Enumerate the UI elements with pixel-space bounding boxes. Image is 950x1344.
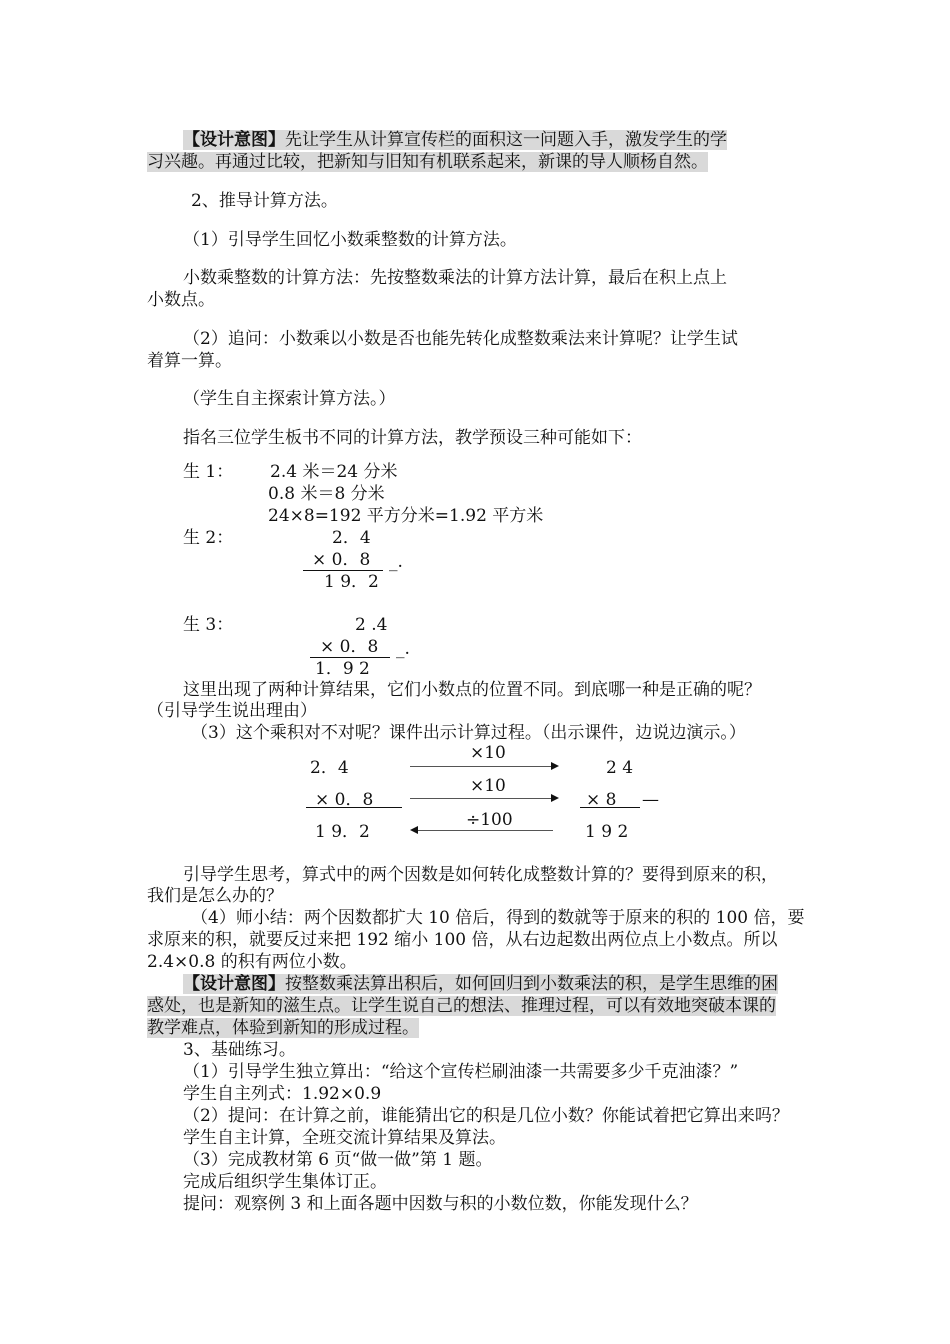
section-heading-3: 3、基础练习。 <box>183 1040 296 1060</box>
student-2-multiplier: × 0．8 <box>312 550 371 570</box>
design-intent-tag: 【设计意图】 <box>183 130 285 150</box>
arrow-1-label: ×10 <box>470 743 506 763</box>
design-intent-text: 先让学生从计算宣传栏的面积这一问题入手，激发学生的学 <box>285 130 727 150</box>
demo-right-result: 1 9 2 <box>585 822 629 842</box>
design-intent-2-tag: 【设计意图】 <box>183 974 285 994</box>
design-intent-2-text: 按整数乘法算出积后，如何回归到小数乘法的积，是学生思维的困 <box>285 974 778 994</box>
exercise-line-2: 学生自主列式：1.92×0.9 <box>183 1084 382 1104</box>
exercise-line-6: 完成后组织学生集体订正。 <box>183 1172 387 1192</box>
explore-note: （学生自主探索计算方法。） <box>183 389 396 409</box>
demo-right-top: 2 4 <box>606 758 634 778</box>
exercise-line-5: （3）完成教材第 6 页“做一做”第 1 题。 <box>183 1150 493 1170</box>
arrow-1-line <box>410 766 553 767</box>
arrow-2-head-icon <box>551 794 559 802</box>
exercise-line-3: （2）提问：在计算之前，谁能猜出它的积是几位小数？你能试着把它算出来吗？ <box>183 1106 789 1126</box>
demo-right-multiplier: × 8 <box>586 790 617 810</box>
design-intent-2-line-1 <box>183 974 778 994</box>
guide-line-1: 引导学生思考，算式中的两个因数是如何转化成整数计算的？要得到原来的积， <box>183 865 778 885</box>
rule-line-1: 小数乘整数的计算方法：先按整数乘法的计算方法计算，最后在积上点上 <box>183 268 727 288</box>
question-line-2: 着算一算。 <box>147 351 232 371</box>
design-intent-line-1 <box>183 130 727 150</box>
demo-left-result: 1 9．2 <box>315 822 370 842</box>
student-2-tick: _. <box>389 552 403 572</box>
discussion-line-2: （引导学生说出理由） <box>147 701 317 721</box>
assign-note: 指名三位学生板书不同的计算方法，教学预设三种可能如下： <box>183 428 642 448</box>
step-1: （1）引导学生回忆小数乘整数的计算方法。 <box>183 230 517 250</box>
summary-line-3: 2.4×0.8 的积有两位小数。 <box>147 952 357 972</box>
summary-line-1: （4）师小结：两个因数都扩大 10 倍后，得到的数就等于原来的积的 100 倍，要 <box>191 908 805 928</box>
demo-left-multiplier: × 0．8 <box>315 790 374 810</box>
student-2-rule <box>303 570 383 571</box>
design-intent-2-line-2: 惑处，也是新知的滋生点。让学生说自己的想法、推理过程，可以有效地突破本课的 <box>147 996 776 1016</box>
student-1-line-2: 0.8 米＝8 分米 <box>268 484 385 504</box>
summary-line-2: 求原来的积，就要反过来把 192 缩小 100 倍，从右边起数出两位点上小数点。所以 <box>147 930 778 950</box>
section-heading-2: 2、推导计算方法。 <box>191 191 338 211</box>
arrow-1-head-icon <box>551 762 559 770</box>
demo-right-rule <box>580 807 640 808</box>
student-1-line-3: 24×8=192 平方分米=1.92 平方米 <box>268 506 544 526</box>
student-3-result: 1．9 2 <box>315 659 370 679</box>
arrow-3-head-icon <box>410 826 418 834</box>
discussion-line-1: 这里出现了两种计算结果，它们小数点的位置不同。到底哪一种是正确的呢？ <box>183 680 761 700</box>
exercise-line-4: 学生自主计算，全班交流计算结果及算法。 <box>183 1128 506 1148</box>
exercise-line-7: 提问：观察例 3 和上面各题中因数与积的小数位数，你能发现什么？ <box>183 1194 698 1214</box>
student-3-top: 2 .4 <box>355 615 388 635</box>
student-1-line-1: 2.4 米＝24 分米 <box>270 462 398 482</box>
arrow-2-line <box>410 798 553 799</box>
student-2-label: 生 2： <box>183 528 234 548</box>
student-3-label: 生 3： <box>183 615 234 635</box>
arrow-2-label: ×10 <box>470 776 506 796</box>
arrow-3-label: ÷100 <box>466 810 513 830</box>
arrow-3-line <box>418 830 553 831</box>
student-1-label: 生 1： <box>183 462 234 482</box>
demo-right-tail: — <box>642 790 659 810</box>
student-3-rule <box>310 657 390 658</box>
student-2-result: 1 9．2 <box>324 572 379 592</box>
student-2-top: 2．4 <box>332 528 371 548</box>
demo-left-rule <box>306 807 402 808</box>
guide-line-2: 我们是怎么办的？ <box>147 886 283 906</box>
design-intent-line-2: 习兴趣。再通过比较，把新知与旧知有机联系起来，新课的导人顺杨自然。 <box>147 152 708 172</box>
design-intent-2-line-3: 教学难点，体验到新知的形成过程。 <box>147 1018 419 1038</box>
rule-line-2: 小数点。 <box>147 290 215 310</box>
question-line-1: （2）追问：小数乘以小数是否也能先转化成整数乘法来计算呢？让学生试 <box>183 329 738 349</box>
step-3: （3）这个乘积对不对呢？课件出示计算过程。（出示课件，边说边演示。） <box>191 723 746 743</box>
exercise-line-1: （1）引导学生独立算出：“给这个宣传栏刷油漆一共需要多少千克油漆？” <box>183 1062 739 1082</box>
student-3-tick: _. <box>396 639 410 659</box>
demo-left-top: 2．4 <box>310 758 349 778</box>
student-3-multiplier: × 0．8 <box>320 637 379 657</box>
